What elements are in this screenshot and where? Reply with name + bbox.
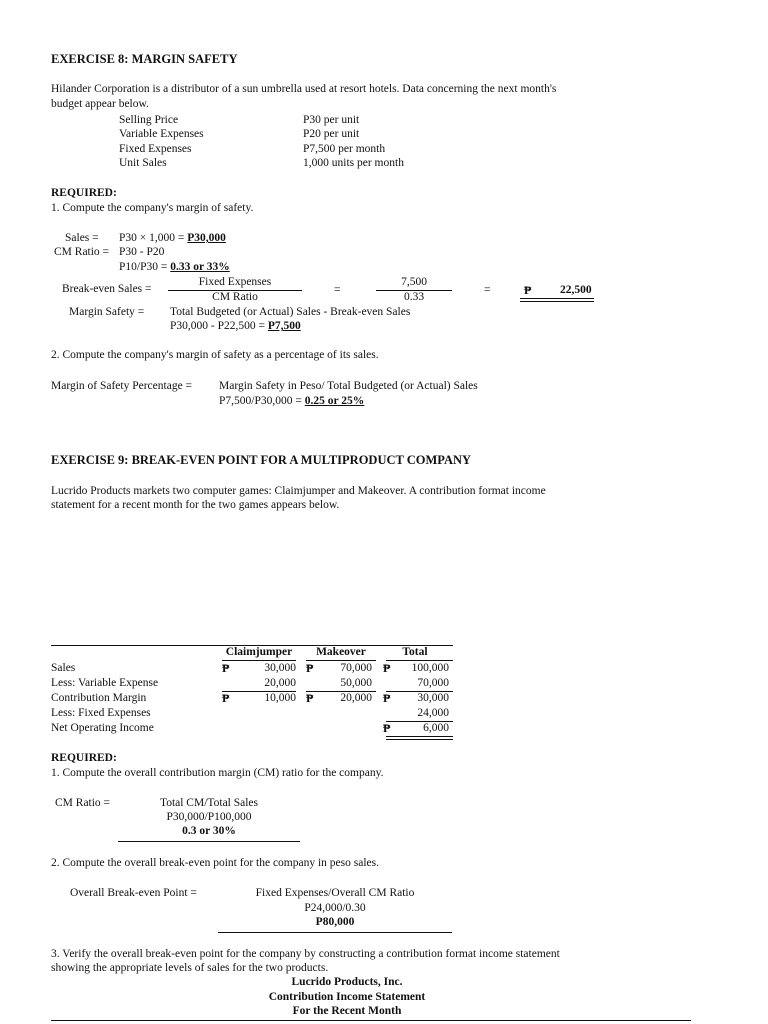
- row-label-fixed-expenses: Less: Fixed Expenses: [51, 707, 151, 719]
- question-1: 1. Compute the company's margin of safety.: [51, 202, 254, 214]
- cell-total: 6,000: [423, 722, 449, 734]
- exercise-8-intro-line-2: budget appear below.: [51, 98, 149, 110]
- question-2: 2. Compute the overall break-even point for the company in peso sales.: [51, 857, 379, 869]
- budget-value: P20 per unit: [303, 128, 360, 140]
- margin-safety-percentage-formula: Margin Safety in Peso/ Total Budgeted (or Actual) Sales: [219, 380, 478, 392]
- margin-safety-label: Margin Safety =: [69, 306, 145, 318]
- peso-sign: ₱: [383, 721, 391, 735]
- cell-total: 24,000: [417, 707, 449, 719]
- budget-label: Fixed Expenses: [119, 143, 192, 155]
- equals-sign: =: [334, 284, 341, 296]
- cm-calc-text: P10/P30 =: [119, 261, 171, 273]
- equals-sign: =: [484, 284, 491, 296]
- required-heading: REQUIRED:: [51, 187, 117, 199]
- cell-total: 30,000: [417, 692, 449, 704]
- budget-value: 1,000 units per month: [303, 157, 404, 169]
- row-label-net-operating-income: Net Operating Income: [51, 722, 154, 734]
- question-2: 2. Compute the company's margin of safety as a percentage of its sales.: [51, 349, 379, 361]
- exercise-8-intro-line-1: Hilander Corporation is a distributor of a sun umbrella used at resort hotels. Data concerning the next month's: [51, 83, 557, 95]
- cm-ratio-calculation: P30,000/P100,000: [166, 811, 252, 823]
- header-underline: [386, 660, 453, 661]
- question-3-line-1: 3. Verify the overall break-even point for the company by constructing a contribution format income statement: [51, 948, 560, 960]
- overall-break-even-calculation: P24,000/0.30: [304, 902, 366, 914]
- budget-label: Selling Price: [119, 114, 179, 126]
- cm-ratio-result: 0.3 or 30%: [182, 825, 236, 837]
- cm-ratio-formula: Total CM/Total Sales: [159, 797, 259, 809]
- cell-makeover: 50,000: [340, 677, 372, 689]
- margin-safety-formula: Total Budgeted (or Actual) Sales - Break-even Sales: [170, 306, 411, 318]
- row-label-sales: Sales: [51, 662, 76, 674]
- result-rule: [118, 841, 300, 842]
- cm-result: 0.33 or 33%: [170, 261, 230, 273]
- margin-safety-percentage-result: 0.25 or 25%: [304, 395, 365, 407]
- sales-calculation: [119, 232, 226, 244]
- cell-makeover: 20,000: [340, 692, 372, 704]
- statement-company-name: Lucrido Products, Inc.: [291, 976, 403, 988]
- cell-total: 70,000: [417, 677, 449, 689]
- overall-break-even-label: Overall Break-even Point =: [70, 887, 197, 899]
- peso-sign: ₱: [222, 691, 230, 705]
- break-even-denominator: CM Ratio: [212, 291, 258, 303]
- overall-break-even-formula: Fixed Expenses/Overall CM Ratio: [255, 887, 415, 899]
- sales-calc-text: P30 × 1,000 =: [119, 232, 188, 244]
- overall-break-even-result: P80,000: [315, 916, 355, 928]
- break-even-numerator: Fixed Expenses: [198, 276, 272, 288]
- peso-sign: ₱: [524, 283, 532, 297]
- column-header-claimjumper: Claimjumper: [225, 646, 293, 658]
- required-heading: REQUIRED:: [51, 752, 117, 764]
- question-3-line-2: showing the appropriate levels of sales for the two products.: [51, 962, 329, 974]
- double-underline: [520, 298, 594, 302]
- statement-period: For the Recent Month: [292, 1005, 402, 1017]
- header-underline: [306, 660, 376, 661]
- cell-makeover: 70,000: [340, 662, 372, 674]
- exercise-8-title: EXERCISE 8: MARGIN SAFETY: [51, 52, 238, 66]
- budget-value: P7,500 per month: [303, 143, 386, 155]
- sales-label: Sales =: [65, 232, 99, 244]
- sales-result: P30,000: [187, 232, 226, 244]
- break-even-denominator-value: 0.33: [403, 291, 425, 303]
- row-label-variable-expense: Less: Variable Expense: [51, 677, 159, 689]
- budget-label: Unit Sales: [119, 157, 167, 169]
- budget-value: P30 per unit: [303, 114, 360, 126]
- header-underline: [222, 660, 296, 661]
- ms-calc-text: P30,000 - P22,500 =: [170, 320, 268, 332]
- peso-sign: ₱: [383, 691, 391, 705]
- msp-calc-text: P7,500/P30,000 =: [219, 395, 305, 407]
- peso-sign: ₱: [306, 691, 314, 705]
- peso-sign: ₱: [383, 661, 391, 675]
- result-rule: [218, 932, 452, 933]
- cell-claimjumper: 30,000: [264, 662, 296, 674]
- margin-safety-percentage-calculation: [219, 395, 364, 407]
- column-header-makeover: Makeover: [316, 646, 366, 658]
- row-label-contribution-margin: Contribution Margin: [51, 692, 147, 704]
- column-header-total: Total: [402, 646, 428, 658]
- exercise-9-intro-line-1: Lucrido Products markets two computer games: Claimjumper and Makeover. A contribution format income: [51, 485, 546, 497]
- break-even-result: 22,500: [560, 284, 592, 296]
- break-even-label: Break-even Sales =: [62, 283, 152, 295]
- break-even-numerator-value: 7,500: [401, 276, 427, 288]
- margin-safety-result: P7,500: [267, 320, 301, 332]
- peso-sign: ₱: [306, 661, 314, 675]
- exercise-9-intro-line-2: statement for a recent month for the two games appears below.: [51, 499, 340, 511]
- double-underline: [386, 736, 453, 740]
- margin-safety-calculation: [170, 320, 301, 332]
- cm-ratio-calculation: [119, 261, 230, 273]
- cell-claimjumper: 10,000: [264, 692, 296, 704]
- budget-label: Variable Expenses: [119, 128, 204, 140]
- cell-total: 100,000: [411, 662, 449, 674]
- peso-sign: ₱: [222, 661, 230, 675]
- cm-ratio-label: CM Ratio =: [55, 797, 111, 809]
- statement-title: Contribution Income Statement: [268, 991, 426, 1003]
- statement-top-rule: [51, 1020, 691, 1021]
- margin-safety-percentage-label: Margin of Safety Percentage =: [51, 380, 193, 392]
- question-1: 1. Compute the overall contribution margin (CM) ratio for the company.: [51, 767, 384, 779]
- exercise-9-title: EXERCISE 9: BREAK-EVEN POINT FOR A MULTIPRODUCT COMPANY: [51, 453, 472, 467]
- cell-claimjumper: 20,000: [264, 677, 296, 689]
- cm-ratio-calc: P30 - P20: [119, 246, 165, 258]
- cm-ratio-label: CM Ratio =: [54, 246, 110, 258]
